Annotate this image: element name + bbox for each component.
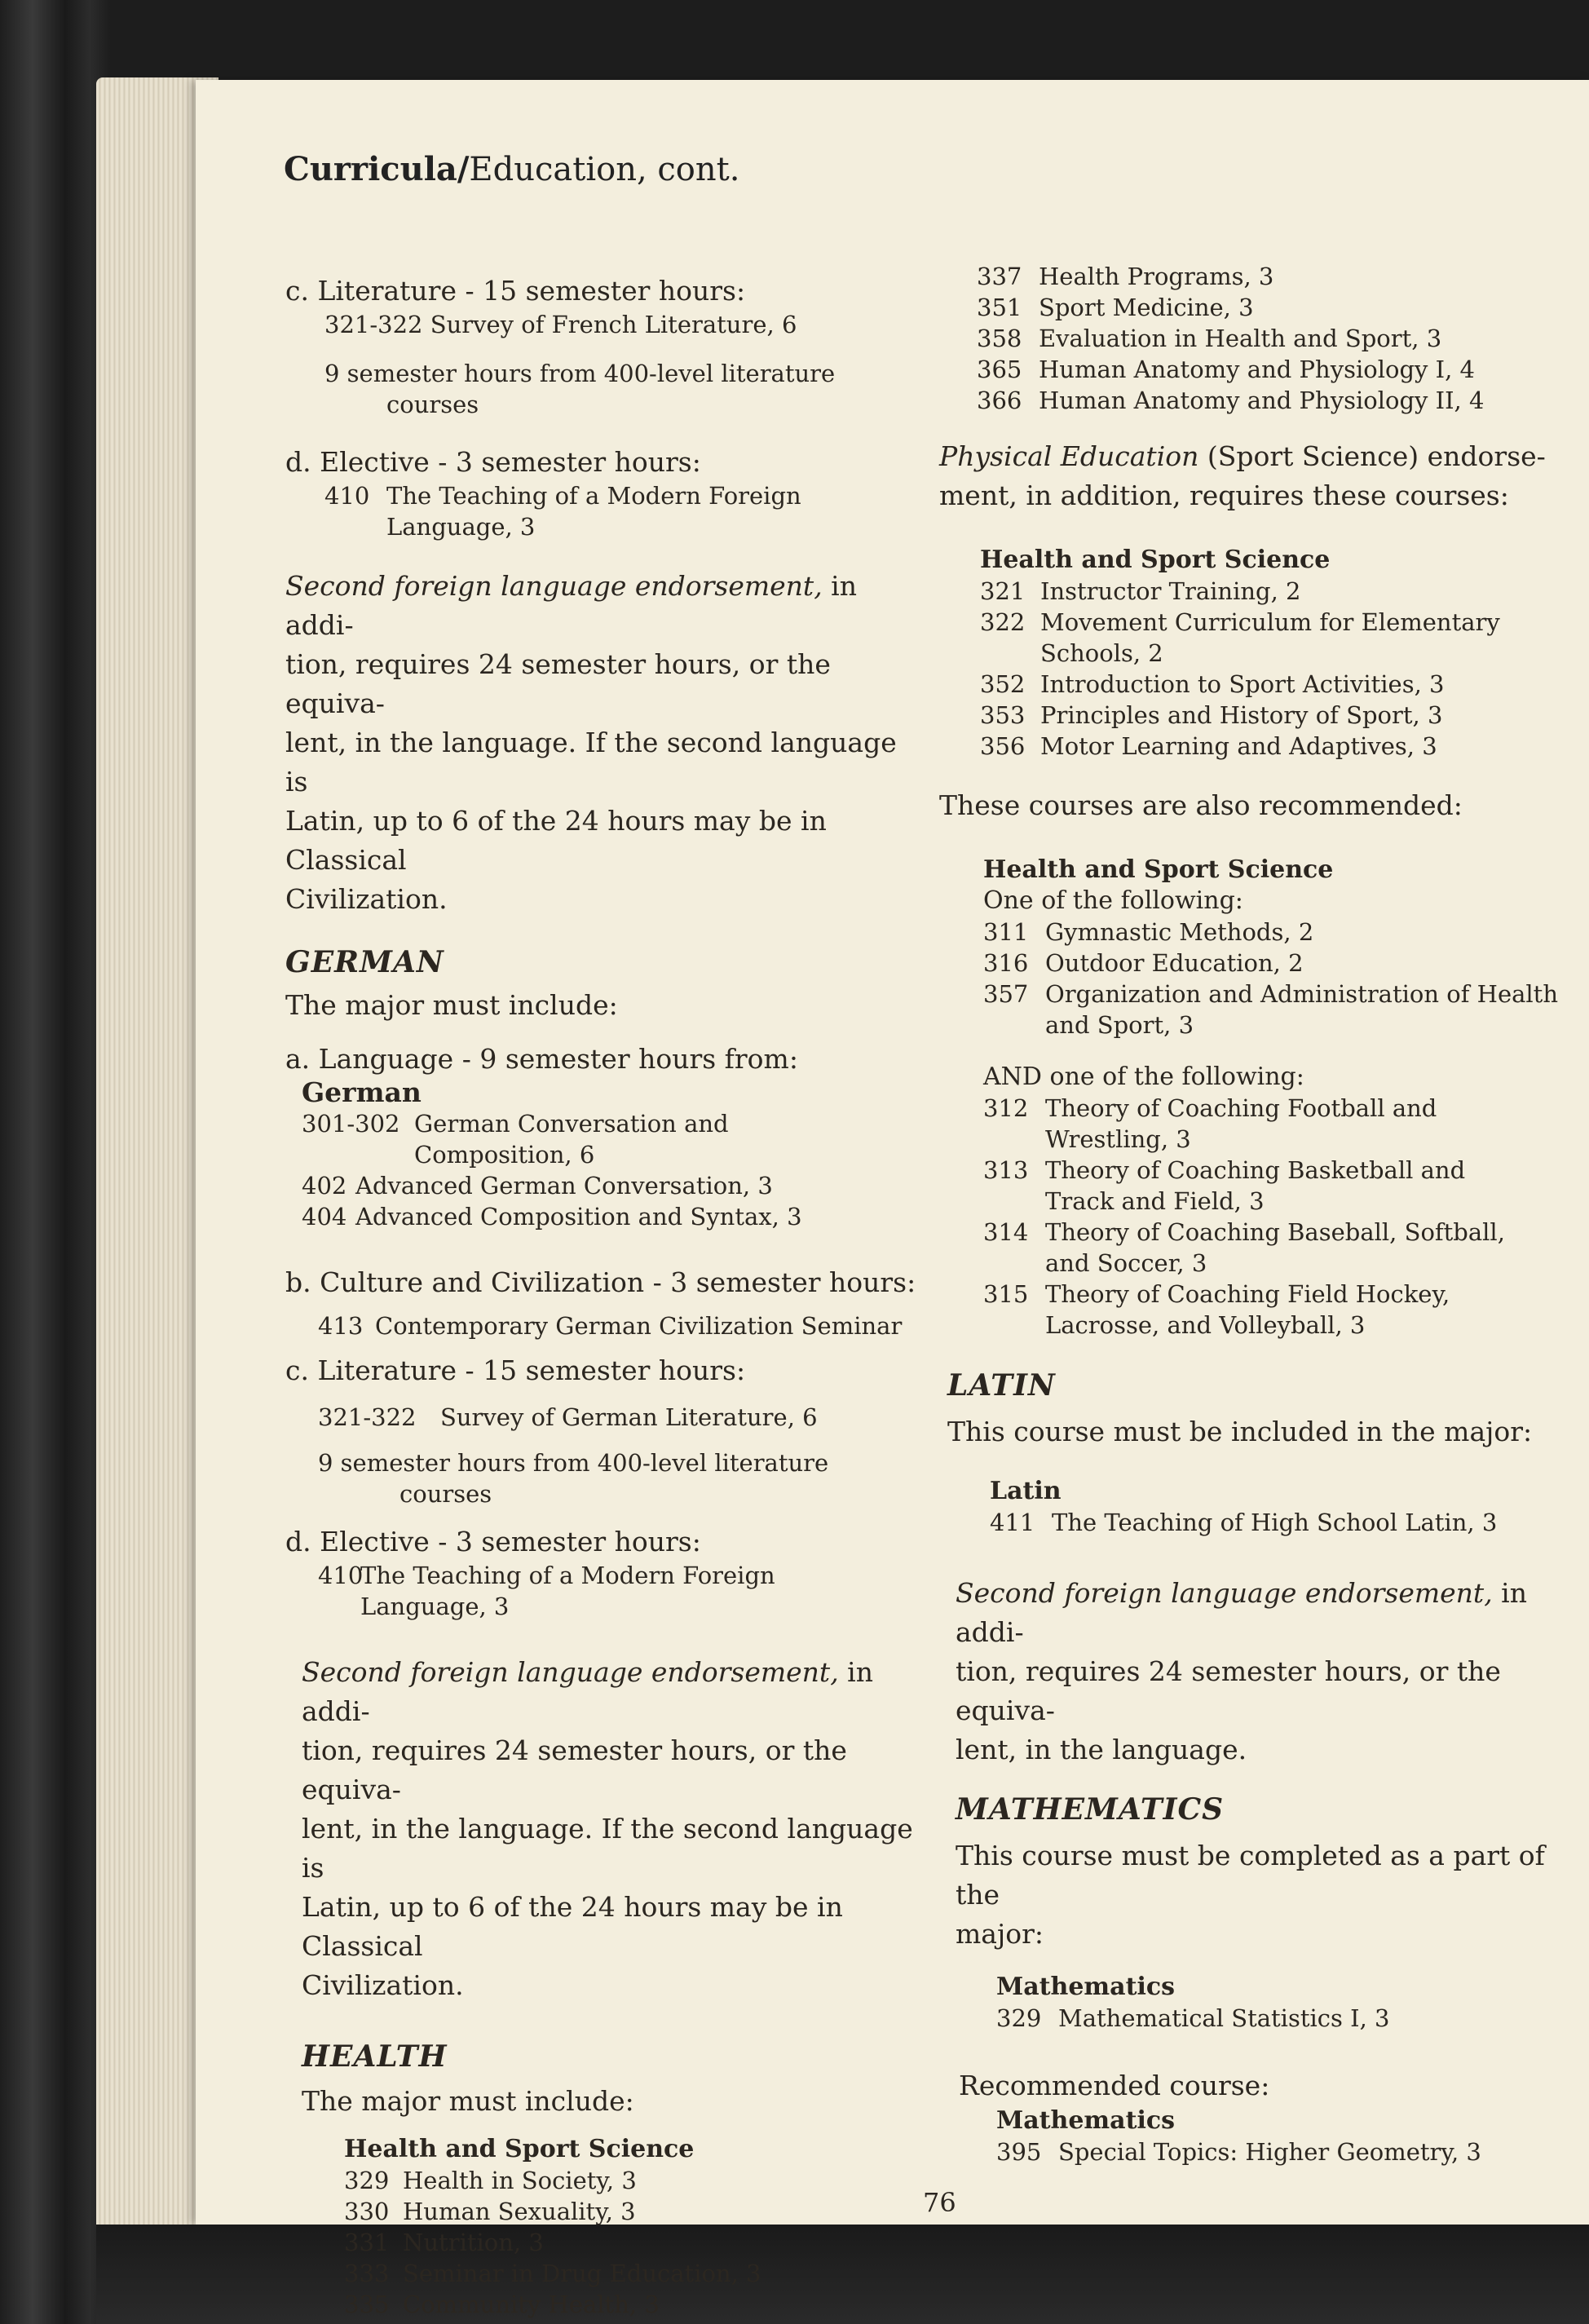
german-course-321 bbox=[285, 1402, 921, 1433]
rec-course-316 bbox=[939, 948, 1559, 979]
course-title: Evaluation in Health and Sport, 3 bbox=[1039, 325, 1442, 352]
rec-course-311 bbox=[939, 917, 1559, 948]
rec-course-312 bbox=[939, 1093, 1559, 1124]
course-number: 312 bbox=[983, 1094, 1029, 1122]
german-literature-heading: c. Literature - 15 semester hours: bbox=[285, 1354, 746, 1386]
german-course-404 bbox=[285, 1201, 921, 1232]
course-title-cont: Track and Field, 3 bbox=[1045, 1187, 1265, 1215]
running-head-bold: Curricula/ bbox=[284, 150, 470, 188]
course-number: 313 bbox=[983, 1156, 1029, 1184]
pe-course-356 bbox=[939, 731, 1559, 762]
course-number: 315 bbox=[983, 1280, 1029, 1308]
french-literature-note: 9 semester hours from 400-level literature bbox=[324, 360, 836, 387]
rec-and-one-of: AND one of the following: bbox=[983, 1063, 1304, 1091]
course-title: Mathematical Statistics I, 3 bbox=[1058, 2004, 1390, 2032]
course-title: Sport Medicine, 3 bbox=[1039, 294, 1254, 321]
text-line: in addi- bbox=[956, 1577, 1527, 1648]
course-number: 366 bbox=[977, 387, 1022, 414]
text-line: ment, in addition, requires these courses: bbox=[939, 479, 1509, 511]
course-title: Introduction to Sport Activities, 3 bbox=[1040, 670, 1445, 698]
running-head-rest: Education, cont. bbox=[469, 151, 740, 188]
course-title: Movement Curriculum for Elementary bbox=[1040, 608, 1500, 636]
course-title: Advanced Composition and Syntax, 3 bbox=[355, 1203, 802, 1230]
german-elective-heading: d. Elective - 3 semester hours: bbox=[285, 1526, 701, 1557]
rec-course-357 bbox=[939, 979, 1559, 1010]
latin-second-italic: Second foreign language endorsement, bbox=[956, 1577, 1493, 1609]
course-row bbox=[285, 2227, 921, 2258]
text-line: Civilization. bbox=[285, 883, 448, 915]
french-literature-note-2: courses bbox=[386, 391, 479, 418]
course-title: The Teaching of a Modern Foreign bbox=[386, 482, 801, 510]
german-culture-heading: b. Culture and Civilization - 3 semester hours: bbox=[285, 1266, 916, 1298]
health-heading: HEALTH bbox=[302, 2039, 448, 2074]
german-literature-note: 9 semester hours from 400-level literature bbox=[318, 1449, 829, 1477]
course-number: 337 bbox=[977, 263, 1022, 290]
course-title-cont: Wrestling, 3 bbox=[1045, 1125, 1191, 1153]
course-title-cont: and Soccer, 3 bbox=[1045, 1249, 1207, 1277]
course-row bbox=[285, 2289, 921, 2320]
course-title: Seminar in Drug Education, 3 bbox=[403, 2260, 761, 2287]
course-number: 352 bbox=[980, 670, 1026, 698]
course-row bbox=[285, 2196, 921, 2227]
course-title: Outdoor Education, 2 bbox=[1045, 949, 1304, 977]
course-title: Community Health, 3 bbox=[403, 2291, 660, 2318]
pe-endorsement-note bbox=[939, 437, 1559, 476]
course-title: Human Sexuality, 3 bbox=[403, 2198, 636, 2225]
course-title-cont: and Sport, 3 bbox=[1045, 1011, 1194, 1039]
pe-course-352 bbox=[939, 669, 1559, 700]
text-line: Civilization. bbox=[302, 1969, 464, 2001]
math-heading: MATHEMATICS bbox=[956, 1792, 1225, 1827]
rec-course-313 bbox=[939, 1155, 1559, 1186]
course-title: Principles and History of Sport, 3 bbox=[1040, 701, 1443, 729]
german-course-413 bbox=[285, 1310, 921, 1341]
course-row bbox=[285, 2165, 921, 2196]
recommended-intro: These courses are also recommended: bbox=[939, 789, 1463, 821]
german-course-402 bbox=[285, 1170, 921, 1201]
second-language-note bbox=[285, 567, 921, 645]
course-row bbox=[939, 292, 1559, 323]
math-intro: This course must be completed as a part of the bbox=[956, 1840, 1545, 1911]
course-number: 329 bbox=[996, 2004, 1042, 2032]
german-course-410 bbox=[285, 1560, 921, 1591]
german-dept: German bbox=[302, 1076, 422, 1108]
course-title: Theory of Coaching Football and bbox=[1045, 1094, 1437, 1122]
course-number: 357 bbox=[983, 980, 1029, 1008]
course-row bbox=[939, 354, 1559, 385]
math-recommended: Recommended course: bbox=[959, 2070, 1270, 2101]
course-title: Theory of Coaching Baseball, Softball, bbox=[1045, 1218, 1505, 1246]
course-title-cont: Composition, 6 bbox=[414, 1141, 595, 1169]
latin-dept: Latin bbox=[990, 1477, 1062, 1505]
latin-heading: LATIN bbox=[947, 1368, 1056, 1403]
course-title: Contemporary German Civilization Seminar bbox=[375, 1312, 903, 1340]
text-line: (Sport Science) endorse- bbox=[1198, 440, 1546, 472]
left-column bbox=[285, 273, 921, 2320]
course-title: The Teaching of a Modern Foreign bbox=[360, 1562, 775, 1589]
course-title-cont: Language, 3 bbox=[360, 1593, 510, 1620]
course-number: 301-302 bbox=[302, 1110, 400, 1138]
french-elective-heading: d. Elective - 3 semester hours: bbox=[285, 446, 701, 478]
course-number: 329 bbox=[344, 2167, 390, 2194]
course-row bbox=[285, 2258, 921, 2289]
course-number: 413 bbox=[318, 1312, 364, 1340]
text-line: lent, in the language. bbox=[956, 1734, 1247, 1765]
rec-one-of: One of the following: bbox=[983, 886, 1243, 915]
course-number: 351 bbox=[977, 294, 1022, 321]
course-number: 404 bbox=[302, 1203, 347, 1230]
german-course-301 bbox=[285, 1108, 921, 1139]
latin-second-note bbox=[939, 1574, 1559, 1652]
health-dept: Health and Sport Science bbox=[344, 2135, 695, 2163]
page-number: 76 bbox=[923, 2187, 956, 2218]
health-course-list-cont bbox=[939, 261, 1559, 416]
course-number: 356 bbox=[980, 732, 1026, 760]
math-rec-dept: Mathematics bbox=[996, 2106, 1175, 2135]
second-language-italic: Second foreign language endorsement, bbox=[302, 1656, 839, 1688]
pe-course-353 bbox=[939, 700, 1559, 731]
course-title: Theory of Coaching Field Hockey, bbox=[1045, 1280, 1450, 1308]
course-number: 322 bbox=[980, 608, 1026, 636]
course-title: Human Anatomy and Physiology I, 4 bbox=[1039, 356, 1475, 383]
course-title: Motor Learning and Adaptives, 3 bbox=[1040, 732, 1437, 760]
course-title: Health in Society, 3 bbox=[403, 2167, 637, 2194]
text-line: Latin, up to 6 of the 24 hours may be in Classical bbox=[302, 1891, 843, 1962]
health-course-list bbox=[285, 2165, 921, 2320]
course-number: 395 bbox=[996, 2138, 1042, 2166]
course-number: 335 bbox=[344, 2291, 390, 2318]
course-row bbox=[939, 261, 1559, 292]
course-number: 402 bbox=[302, 1172, 347, 1200]
latin-course-411 bbox=[939, 1507, 1559, 1538]
course-number: 353 bbox=[980, 701, 1026, 729]
rec-course-315 bbox=[939, 1279, 1559, 1310]
text-line: in addi- bbox=[285, 570, 857, 641]
course-number: 331 bbox=[344, 2229, 390, 2256]
math-dept: Mathematics bbox=[996, 1973, 1175, 2001]
german-intro: The major must include: bbox=[285, 989, 618, 1021]
course-number: 311 bbox=[983, 918, 1029, 946]
course-number: 410 bbox=[318, 1562, 364, 1589]
french-literature-heading: c. Literature - 15 semester hours: bbox=[285, 275, 746, 307]
text-line: tion, requires 24 semester hours, or the equiva- bbox=[302, 1734, 847, 1805]
second-language-note-2 bbox=[285, 1653, 921, 1731]
course-title: Organization and Administration of Health bbox=[1045, 980, 1559, 1008]
rec-dept: Health and Sport Science bbox=[983, 855, 1334, 884]
course-number: 314 bbox=[983, 1218, 1029, 1246]
health-intro: The major must include: bbox=[302, 2085, 634, 2117]
german-heading: GERMAN bbox=[285, 945, 444, 979]
math-intro-2: major: bbox=[956, 1918, 1044, 1950]
pe-course-322 bbox=[939, 607, 1559, 638]
text-line: Latin, up to 6 of the 24 hours may be in Classical bbox=[285, 805, 827, 876]
text-line: in addi- bbox=[302, 1656, 873, 1727]
course-title-cont: Schools, 2 bbox=[1040, 639, 1163, 667]
running-head bbox=[284, 150, 739, 188]
course-number: 411 bbox=[990, 1509, 1035, 1536]
course-title: German Conversation and bbox=[414, 1110, 729, 1138]
course-number: 321-322 bbox=[318, 1403, 417, 1431]
french-elective-course bbox=[285, 480, 921, 511]
french-literature-course: 321-322 Survey of French Literature, 6 bbox=[324, 311, 797, 338]
course-title: Health Programs, 3 bbox=[1039, 263, 1274, 290]
course-title: Gymnastic Methods, 2 bbox=[1045, 918, 1314, 946]
course-title: Instructor Training, 2 bbox=[1040, 577, 1301, 605]
german-language-heading: a. Language - 9 semester hours from: bbox=[285, 1043, 798, 1075]
course-title: Human Anatomy and Physiology II, 4 bbox=[1039, 387, 1485, 414]
course-number: 321 bbox=[980, 577, 1026, 605]
text-line: tion, requires 24 semester hours, or the equiva- bbox=[956, 1655, 1501, 1726]
course-number: 358 bbox=[977, 325, 1022, 352]
course-number: 365 bbox=[977, 356, 1022, 383]
course-number: 316 bbox=[983, 949, 1029, 977]
course-row bbox=[939, 385, 1559, 416]
course-title-cont: Language, 3 bbox=[386, 513, 536, 541]
latin-intro: This course must be included in the major: bbox=[947, 1416, 1533, 1447]
pe-course-321 bbox=[939, 576, 1559, 607]
pe-dept: Health and Sport Science bbox=[980, 546, 1331, 574]
course-title: Theory of Coaching Basketball and bbox=[1045, 1156, 1466, 1184]
course-title: Survey of German Literature, 6 bbox=[440, 1403, 818, 1431]
second-language-italic: Second foreign language endorsement, bbox=[285, 570, 823, 602]
right-column bbox=[939, 261, 1559, 2167]
course-row bbox=[939, 323, 1559, 354]
course-title: Special Topics: Higher Geometry, 3 bbox=[1058, 2138, 1481, 2166]
course-number: 333 bbox=[344, 2260, 390, 2287]
course-title-cont: Lacrosse, and Volleyball, 3 bbox=[1045, 1311, 1366, 1339]
text-line: lent, in the language. If the second language is bbox=[302, 1813, 913, 1884]
course-title: Nutrition, 3 bbox=[403, 2229, 544, 2256]
course-title: Advanced German Conversation, 3 bbox=[355, 1172, 773, 1200]
course-title: The Teaching of High School Latin, 3 bbox=[1052, 1509, 1498, 1536]
german-literature-note-2: courses bbox=[399, 1480, 492, 1508]
math-course-329 bbox=[939, 2003, 1559, 2034]
course-number: 410 bbox=[324, 482, 370, 510]
text-line: tion, requires 24 semester hours, or the equiva- bbox=[285, 648, 831, 719]
pe-italic: Physical Education bbox=[939, 440, 1199, 472]
math-course-395 bbox=[939, 2136, 1559, 2167]
text-line: lent, in the language. If the second language is bbox=[285, 727, 897, 797]
rec-course-314 bbox=[939, 1217, 1559, 1248]
course-number: 330 bbox=[344, 2198, 390, 2225]
